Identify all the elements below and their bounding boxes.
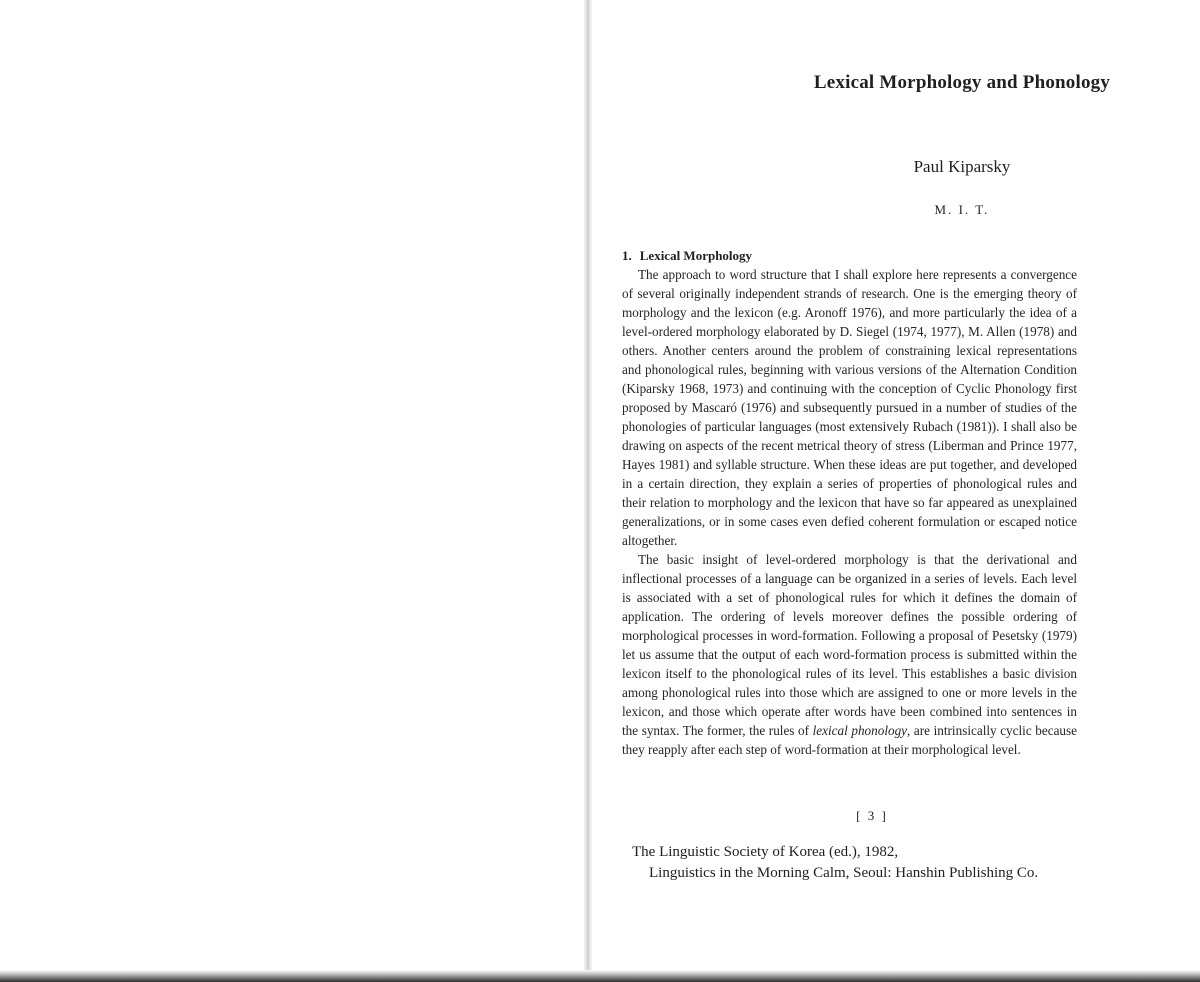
paragraph-2-text-b: , are intrinsically cyclic because they reapply after each step of word-formation at their morphological level.	[622, 723, 1078, 757]
citation-line-2: Linguistics in the Morning Calm, Seoul: Hanshin Publishing Co.	[649, 865, 1039, 881]
author-affiliation: M. I. T.	[934, 202, 990, 217]
author-name: Paul Kiparsky	[913, 157, 1011, 176]
paragraph-2-text-a: The basic insight of level-ordered morphology is that the derivational and inflectional processes of a language can be organized in a series of levels. Each level is associated with a set of phonological rules for which it defines the domain of application. The ordering of levels moreover defines the possible ordering of morphological processes in word-formation. Following a proposal of Pesetsky (1979) let us assume that the output of each word-formation process is submitted within the lexicon itself to the phonological rules of its level. This establishes a basic division among phonological rules into those which are assigned to one or more levels in the lexicon, and those which operate after words have been combined into sentences in the syntax. The former, the rules of	[622, 552, 1077, 738]
right-page	[592, 0, 1200, 982]
source-citation	[632, 842, 1038, 884]
paragraph-2-italic-term: lexical phonology	[812, 723, 908, 738]
body-text	[622, 265, 1077, 759]
left-blank-page	[0, 0, 584, 982]
section-title: Lexical Morphology	[639, 248, 753, 263]
citation-line-1: The Linguistic Society of Korea (ed.), 1982,	[632, 844, 899, 860]
paragraph-1: The approach to word structure that I shall explore here represents a convergence of several originally independent strands of research. One is the emerging theory of morphology and the lexicon (e.g. Aronoff 1976), and more particularly the idea of a level-ordered morphology elaborated by D. Siegel (1974, 1977), M. Allen (1978) and others. Another centers around the problem of constraining lexical representations and phonological rules, beginning with various versions of the Alternation Condition (Kiparsky 1968, 1973) and continuing with the conception of Cyclic Phonology first proposed by Mascaró (1976) and subsequently pursued in a number of studies of the phonologies of particular languages (most extensively Rubach (1981)). I shall also be drawing on aspects of the recent metrical theory of stress (Liberman and Prince 1977, Hayes 1981) and syllable structure. When these ideas are put together, and developed in a certain direction, they explain a series of properties of phonological rules and their relation to morphology and the lexicon that have so far appeared as unexplained generalizations, or in some cases even defied coherent formulation or escaped notice altogether.	[622, 267, 1077, 548]
page-bottom-edge	[0, 970, 1200, 982]
paragraph-2	[622, 550, 1077, 759]
book-gutter	[584, 0, 592, 982]
paper-title: Lexical Morphology and Phonology	[813, 72, 1111, 93]
section-heading	[622, 248, 752, 264]
section-number: 1.	[622, 248, 632, 263]
page-number: [ 3 ]	[856, 808, 888, 823]
